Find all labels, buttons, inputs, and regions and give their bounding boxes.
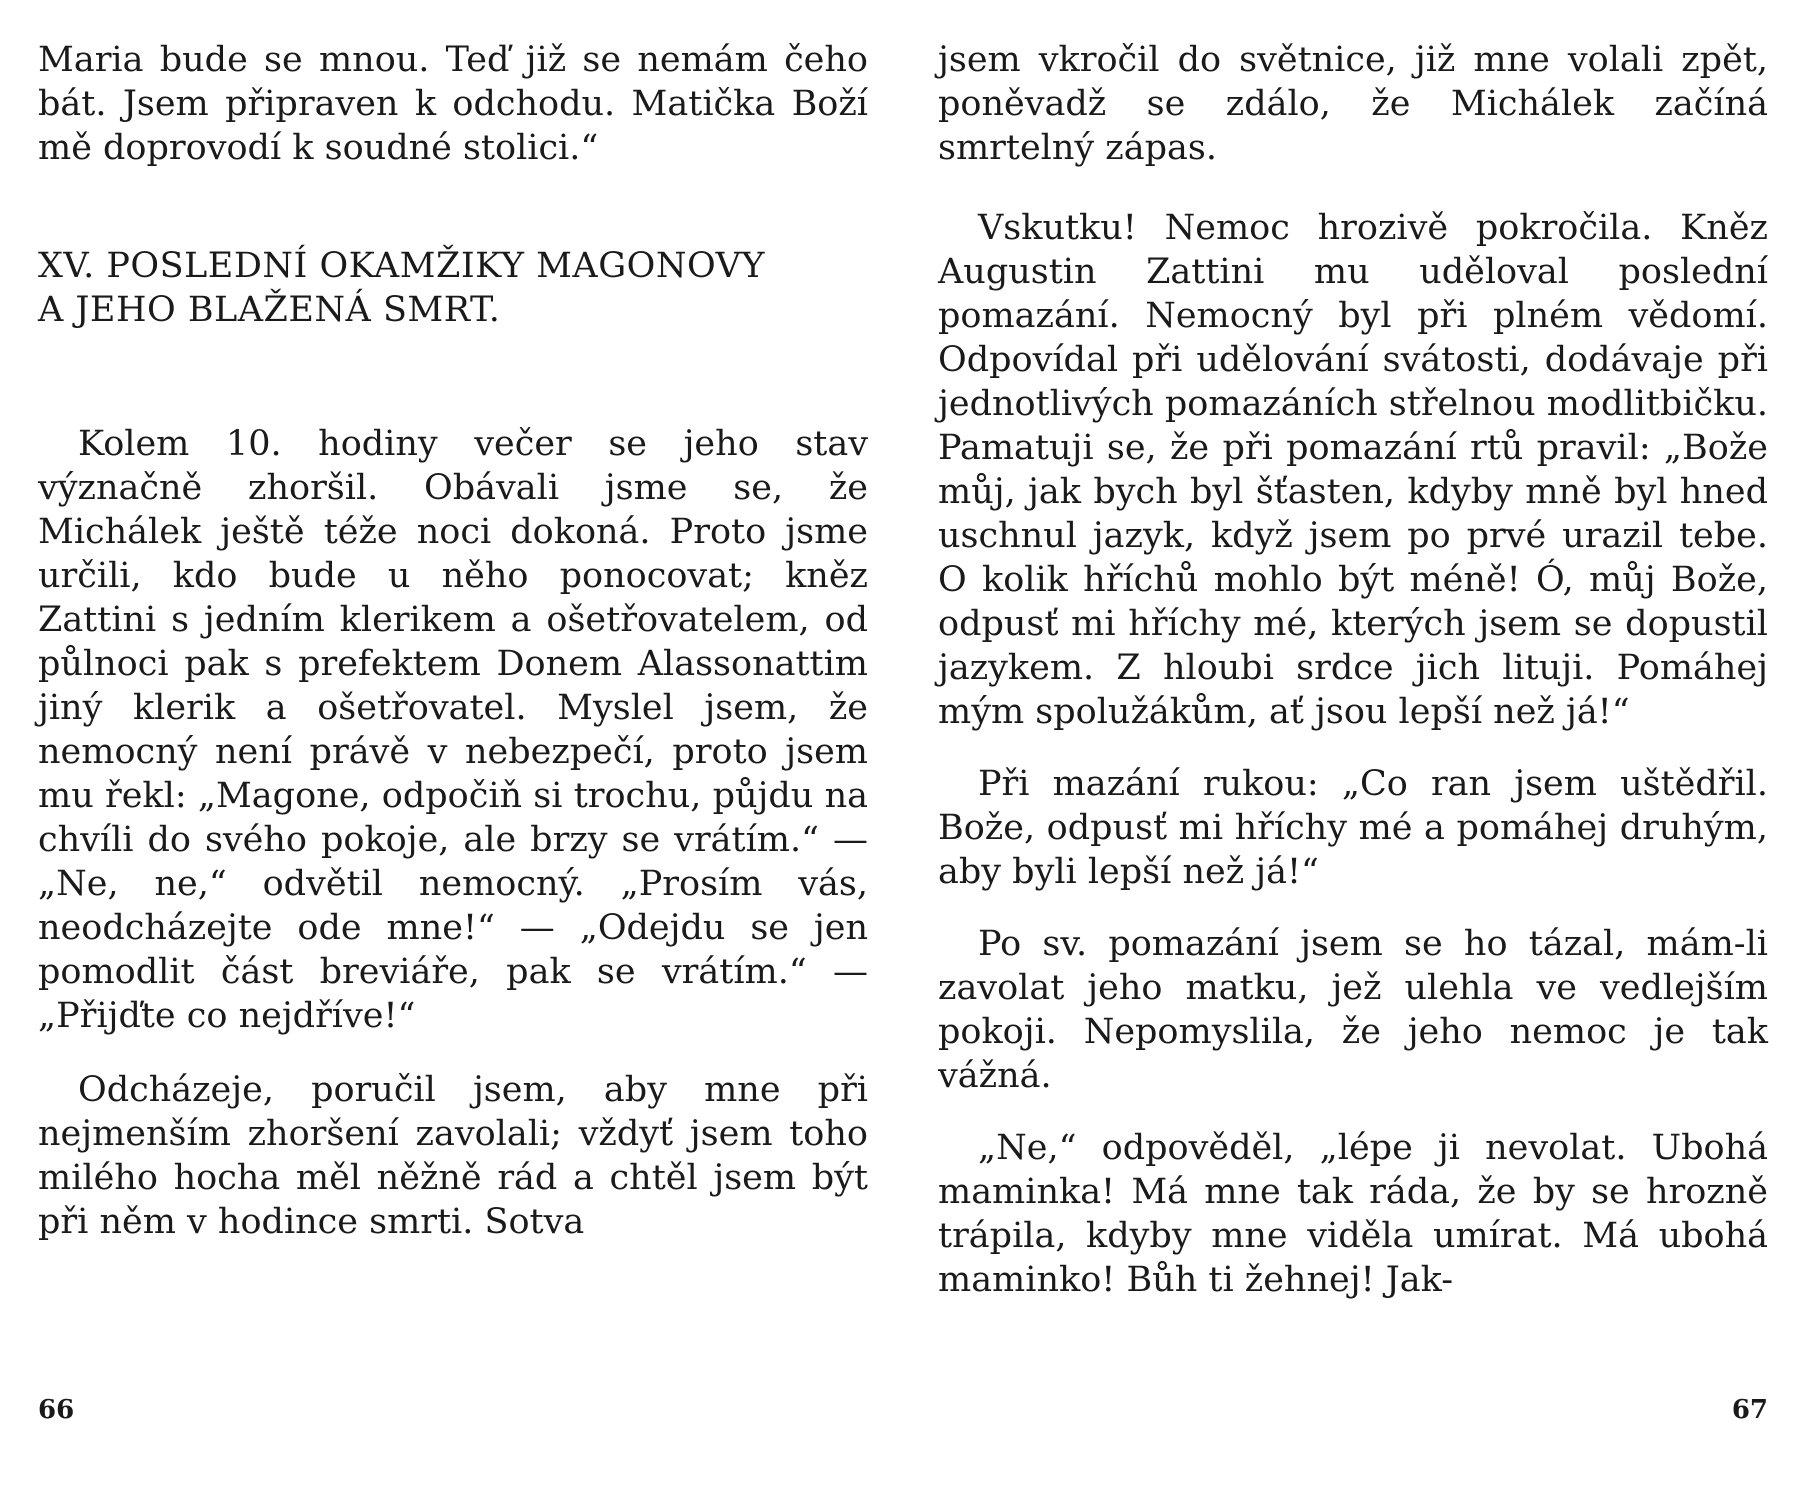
chapter-heading [38, 244, 868, 332]
left-paragraph-1: Maria bude se mnou. Teď již se nemám čeho bát. Jsem připraven k odchodu. Matička Boží mě doprovodí k soudné stolici.“ [38, 40, 868, 168]
right-paragraph-4: Po sv. pomazání jsem se ho tázal, mám-li zavolat jeho matku, jež ulehla ve vedlejším pokoji. Nepomyslila, že jeho nemoc je tak vážná. [938, 924, 1768, 1096]
left-paragraph-3: Odcházeje, poručil jsem, aby mne při nejmenším zhoršení zavolali; vždyť jsem toho milého hocha měl něžně rád a chtěl jsem být při něm v hodince smrti. Sotva [38, 1070, 868, 1242]
right-paragraph-2: Vskutku! Nemoc hrozivě pokročila. Kněz Augustin Zattini mu uděloval poslední pomazání. Nemocný byl při plném vědomí. Odpovídal při udělování svátosti, dodávaje při jednotlivých pomazáních střelnou modlitbičku. Pamatuji se, že při pomazání rtů pravil: „Bože můj, jak bych byl šťasten, kdyby mně byl hned uschnul jazyk, když jsem po prvé urazil tebe. O kolik hříchů mohlo být méně! Ó, můj Bože, odpusť mi hříchy mé, kterých jsem se dopustil jazykem. Z hloubi srdce jich lituji. Pomáhej mým spolužákům, ať jsou lepší než já!“ [938, 208, 1768, 732]
right-paragraph-5: „Ne,“ odpověděl, „lépe ji nevolat. Ubohá maminka! Má mne tak ráda, že by se hrozně trápila, kdyby mne viděla umírat. Má ubohá maminko! Bůh ti žehnej! Jak- [938, 1128, 1768, 1300]
left-paragraph-2: Kolem 10. hodiny večer se jeho stav význačně zhoršil. Obávali jsme se, že Michálek ještě téže noci dokoná. Proto jsme určili, kdo bude u něho ponocovat; kněz Zattini s jedním klerikem a ošetřovatelem, od půlnoci pak s prefektem Donem Alassonattim jiný klerik a ošetřovatel. Myslel jsem, že nemocný není právě v nebezpečí, proto jsem mu řekl: „Magone, odpočiň si trochu, půjdu na chvíli do svého pokoje, ale brzy se vrátím.“ — „Ne, ne,“ odvětil nemocný. „Prosím vás, neodcházejte ode mne!“ — „Odejdu se jen pomodlit část breviáře, pak se vrátím.“ — „Přijďte co nejdříve!“ [38, 424, 868, 1036]
page-number-right: 67 [1731, 1395, 1768, 1425]
chapter-heading-line-2: A JEHO BLAŽENÁ SMRT. [38, 290, 501, 330]
page-number-left: 66 [38, 1395, 75, 1425]
left-page [38, 0, 868, 1500]
chapter-heading-line-1: XV. POSLEDNÍ OKAMŽIKY MAGONOVY [38, 246, 765, 286]
right-paragraph-3: Při mazání rukou: „Co ran jsem uštědřil. Bože, odpusť mi hříchy mé a pomáhej druhým, aby byli lepší než já!“ [938, 764, 1768, 892]
right-page [938, 0, 1768, 1500]
right-paragraph-1: jsem vkročil do světnice, již mne volali zpět, poněvadž se zdálo, že Michálek začíná smrtelný zápas. [938, 40, 1768, 168]
